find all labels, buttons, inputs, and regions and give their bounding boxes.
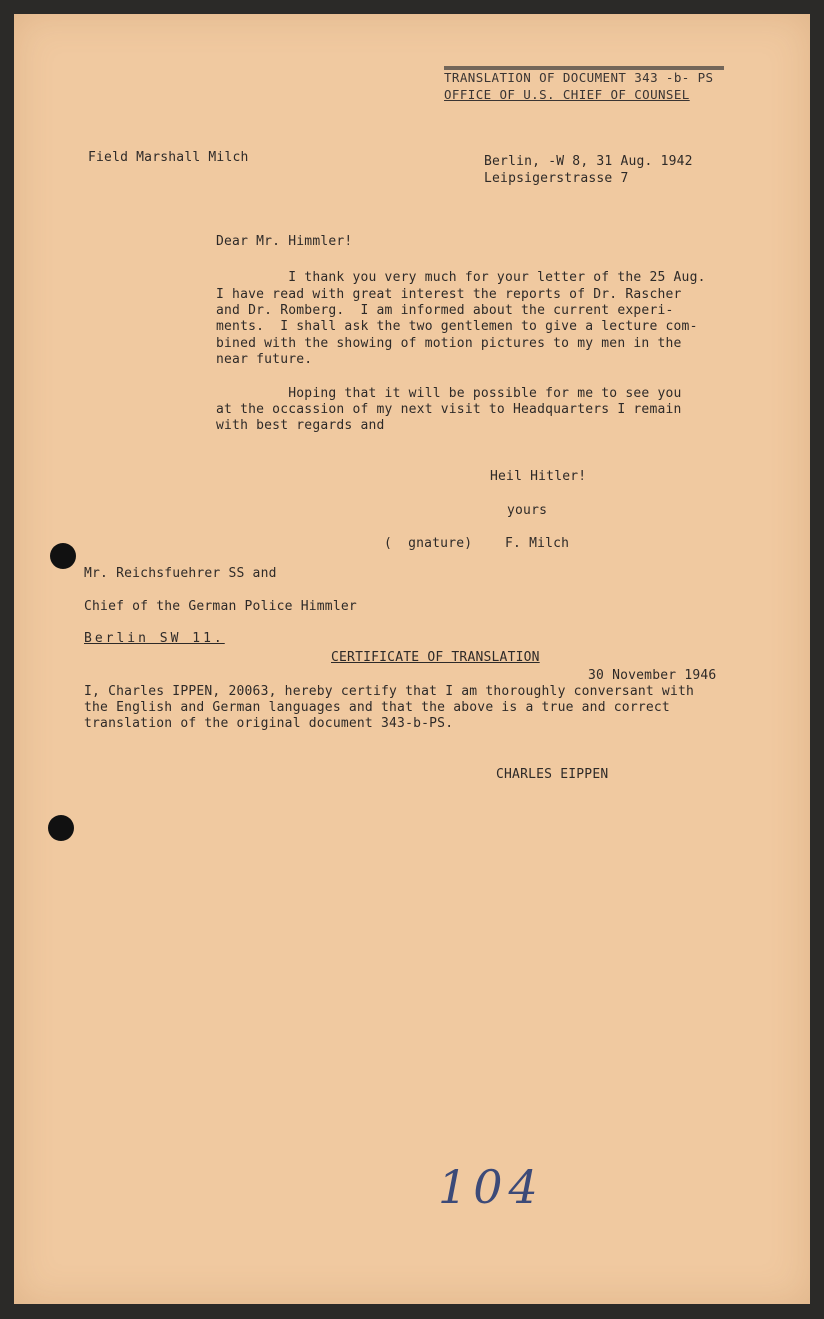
body-line: I have read with great interest the reports of Dr. Rascher: [216, 287, 682, 302]
body-line: with best regards and: [216, 418, 385, 433]
closing-salute: Heil Hitler!: [490, 469, 587, 484]
body-line: and Dr. Romberg. I am informed about the current experi-: [216, 303, 674, 318]
recipient-line-3: Berlin SW 11.: [84, 631, 225, 646]
recipient-line-1: Mr. Reichsfuehrer SS and: [84, 566, 277, 581]
certificate-date: 30 November 1946: [588, 668, 717, 683]
handwritten-page-number: 104: [438, 1160, 544, 1214]
signature-note: ( gnature): [384, 536, 473, 551]
punch-hole: [48, 815, 74, 841]
body-line: bined with the showing of motion pictures to my men in the: [216, 336, 682, 351]
certificate-title: CERTIFICATE OF TRANSLATION: [331, 650, 540, 665]
body-line: near future.: [216, 352, 313, 367]
body-line: I thank you very much for your letter of the 25 Aug.: [216, 270, 706, 285]
certificate-line: translation of the original document 343-b-PS.: [84, 716, 454, 731]
closing-yours: yours: [507, 503, 548, 518]
signature-name: F. Milch: [505, 536, 570, 551]
translation-stamp-line-1: TRANSLATION OF DOCUMENT 343 -b- PS: [444, 70, 714, 85]
salutation: Dear Mr. Himmler!: [216, 234, 353, 249]
punch-hole: [50, 543, 76, 569]
place-date: Berlin, -W 8, 31 Aug. 1942: [484, 154, 693, 169]
translation-stamp-line-2: OFFICE OF U.S. CHIEF OF COUNSEL: [444, 87, 690, 102]
certificate-line: I, Charles IPPEN, 20063, hereby certify that I am thoroughly conversant with: [84, 684, 695, 699]
certificate-line: the English and German languages and that the above is a true and correct: [84, 700, 670, 715]
certificate-signer: CHARLES EIPPEN: [496, 767, 609, 782]
body-line: Hoping that it will be possible for me to see you: [216, 386, 682, 401]
body-line: ments. I shall ask the two gentlemen to give a lecture com-: [216, 319, 698, 334]
street-address: Leipsigerstrasse 7: [484, 171, 629, 186]
body-line: at the occassion of my next visit to Headquarters I remain: [216, 402, 682, 417]
sender: Field Marshall Milch: [88, 150, 249, 165]
recipient-line-2: Chief of the German Police Himmler: [84, 599, 357, 614]
